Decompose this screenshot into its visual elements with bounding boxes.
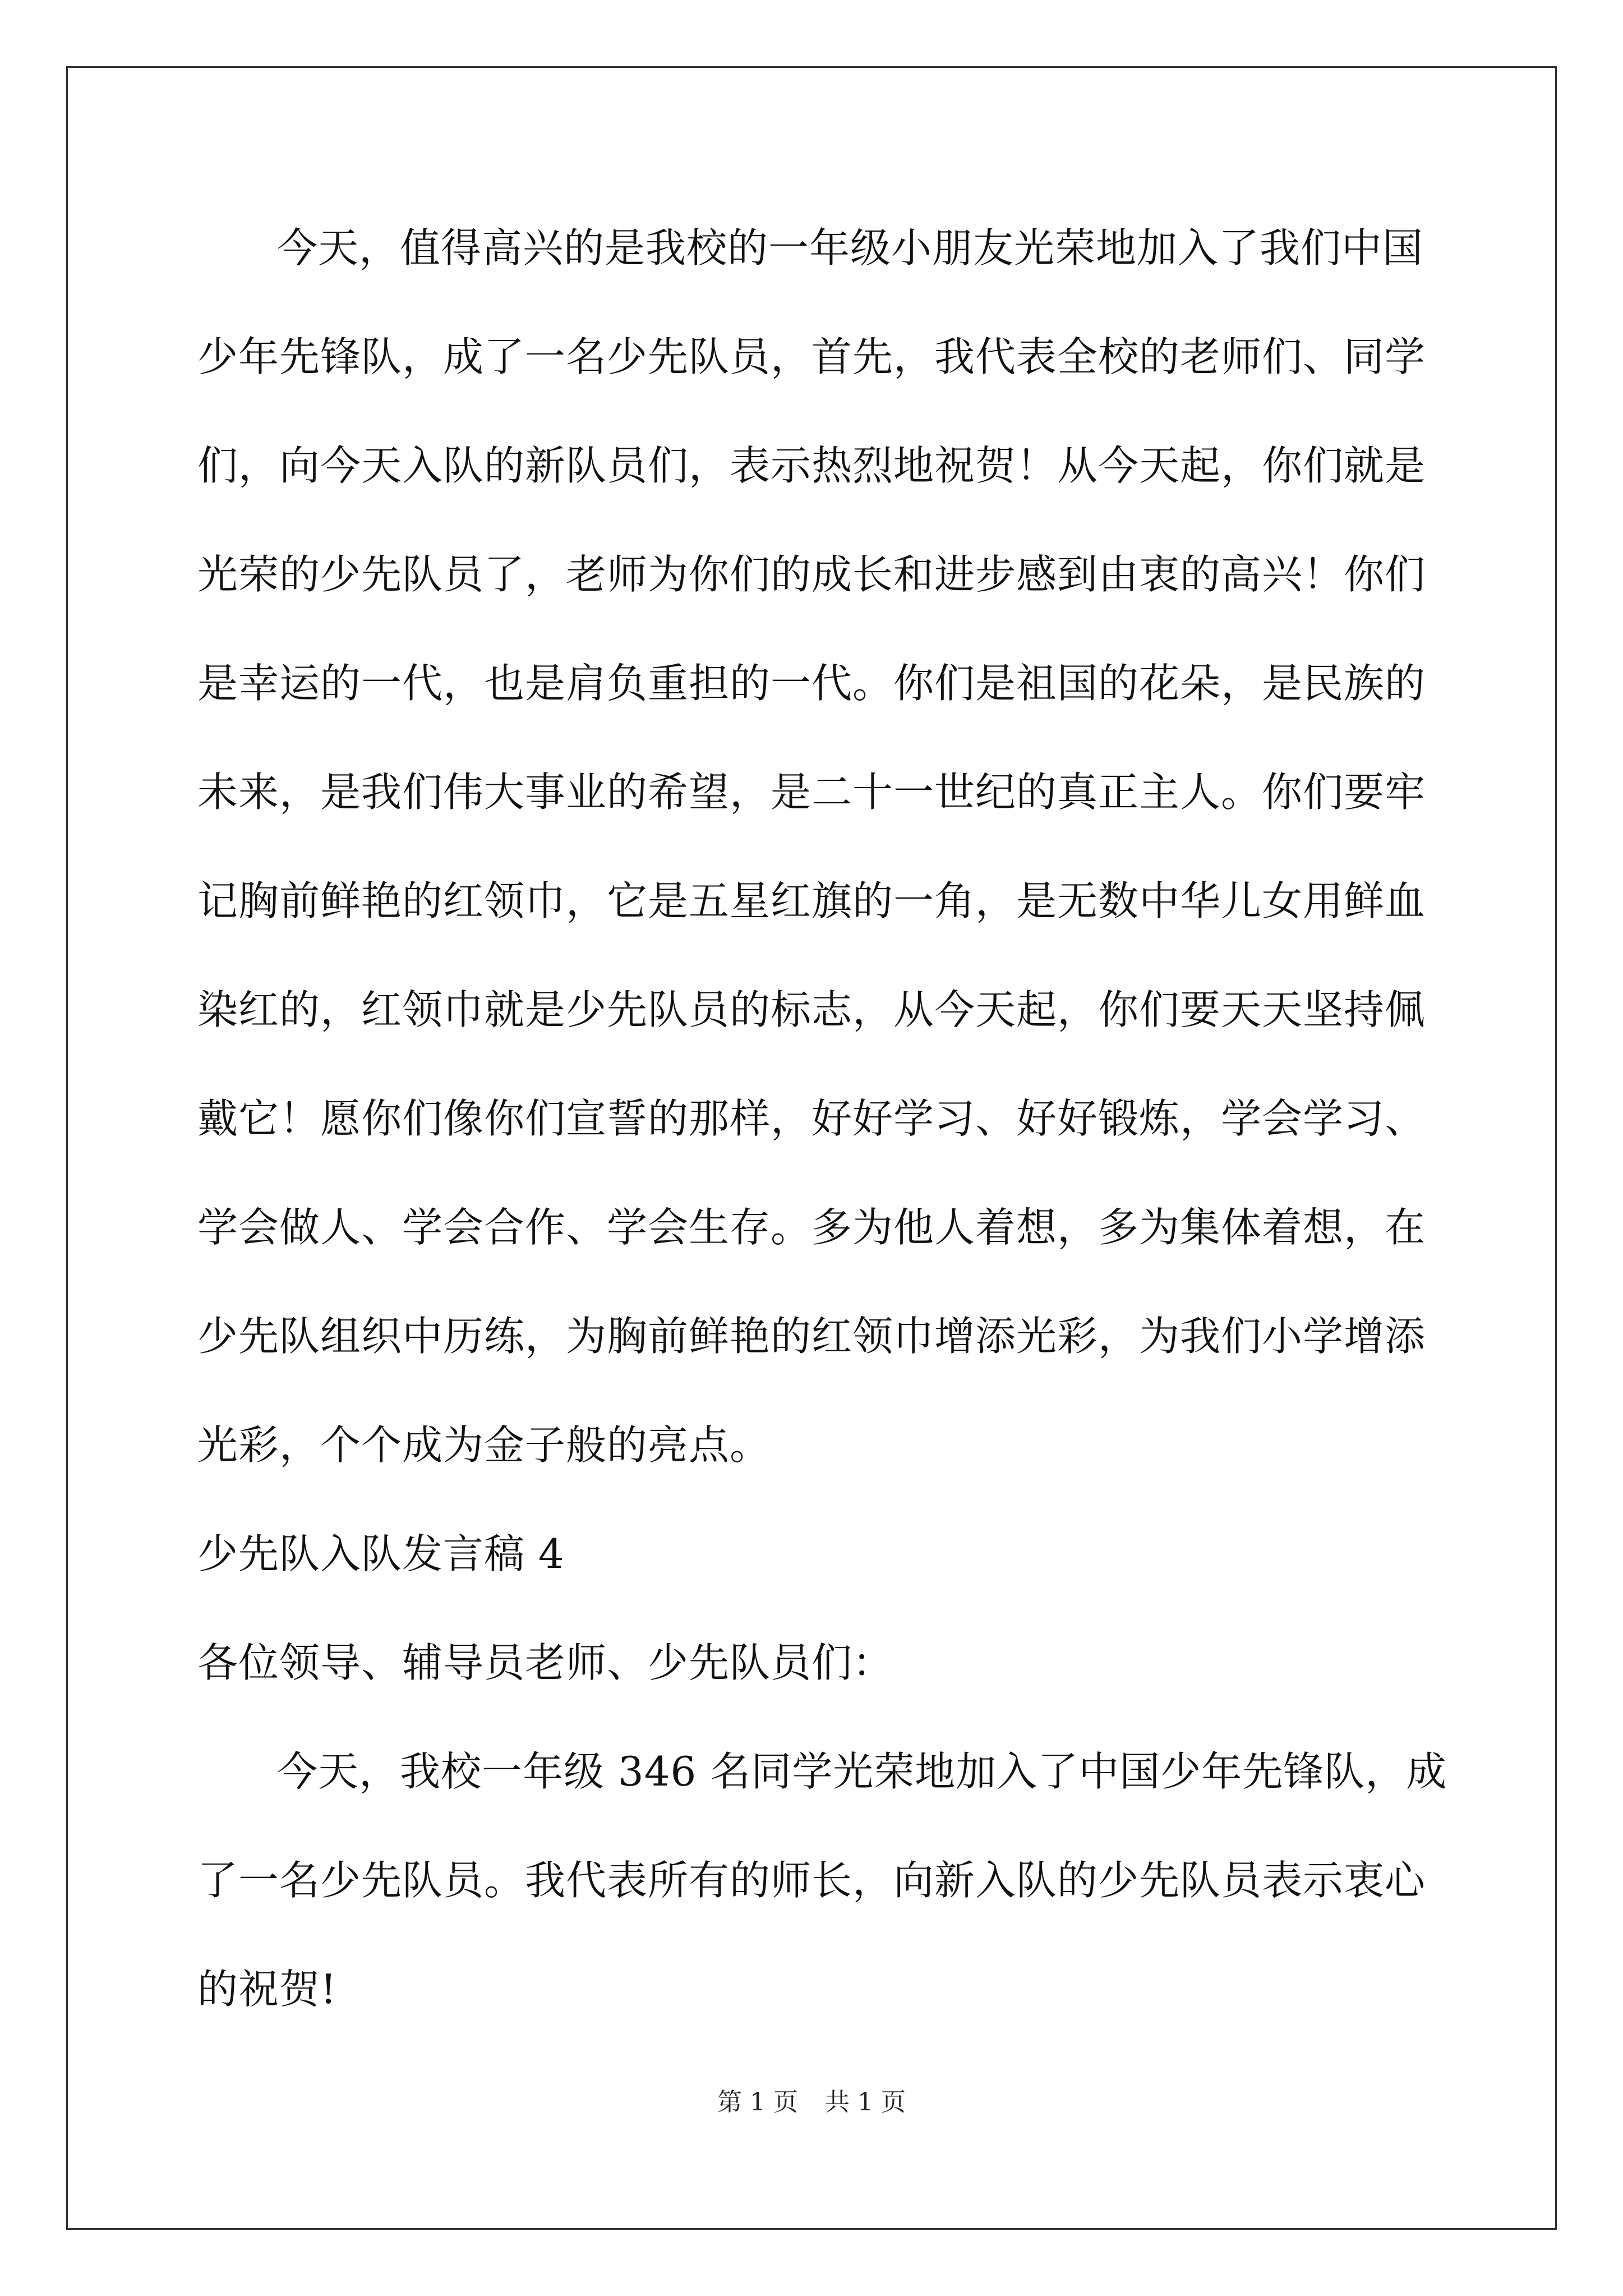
page-footer bbox=[0, 2086, 1623, 2119]
paragraph-line: 记胸前鲜艳的红领巾，它是五星红旗的一角，是无数中华儿女用鲜血 bbox=[197, 877, 1426, 924]
paragraph-line: 未来，是我们伟大事业的希望，是二十一世纪的真正主人。你们要牢 bbox=[197, 769, 1426, 816]
paragraph-line: 今天，值得高兴的是我校的一年级小朋友光荣地加入了我们中国 bbox=[277, 224, 1424, 272]
paragraph-line: 光彩，个个成为金子般的亮点。 bbox=[197, 1421, 771, 1469]
paragraph-line: 戴它！愿你们像你们宣誓的那样，好好学习、好好锻炼，学会学习、 bbox=[197, 1095, 1426, 1142]
paragraph-line: 今天，我校一年级 346 名同学光荣地加入了中国少年先锋队，成 bbox=[277, 1748, 1447, 1795]
document-body bbox=[197, 220, 1447, 2070]
paragraph-line: 学会做人、学会合作、学会生存。多为他人着想，多为集体着想，在 bbox=[197, 1204, 1426, 1251]
paragraph-line: 的祝贺! bbox=[197, 1966, 337, 2013]
paragraph-line: 染红的，红领巾就是少先队员的标志，从今天起，你们要天天坚持佩 bbox=[197, 986, 1426, 1033]
page-number: 第 1 页 bbox=[717, 2088, 798, 2116]
salutation: 各位领导、辅导员老师、少先队员们： bbox=[197, 1639, 894, 1686]
paragraph-line: 是幸运的一代，也是肩负重担的一代。你们是祖国的花朵，是民族的 bbox=[197, 660, 1426, 707]
section-title: 少先队入队发言稿 4 bbox=[197, 1530, 565, 1577]
page-total: 共 1 页 bbox=[825, 2088, 906, 2116]
paragraph-line: 少年先锋队，成了一名少先队员，首先，我代表全校的老师们、同学 bbox=[197, 333, 1426, 380]
paragraph-line: 们，向今天入队的新队员们，表示热烈地祝贺！从今天起，你们就是 bbox=[197, 442, 1426, 489]
paragraph-line: 少先队组织中历练，为胸前鲜艳的红领巾增添光彩，为我们小学增添 bbox=[197, 1313, 1426, 1360]
paragraph-line: 光荣的少先队员了，老师为你们的成长和进步感到由衷的高兴！你们 bbox=[197, 551, 1426, 598]
paragraph-line: 了一名少先队员。我代表所有的师长，向新入队的少先队员表示衷心 bbox=[197, 1857, 1426, 1904]
